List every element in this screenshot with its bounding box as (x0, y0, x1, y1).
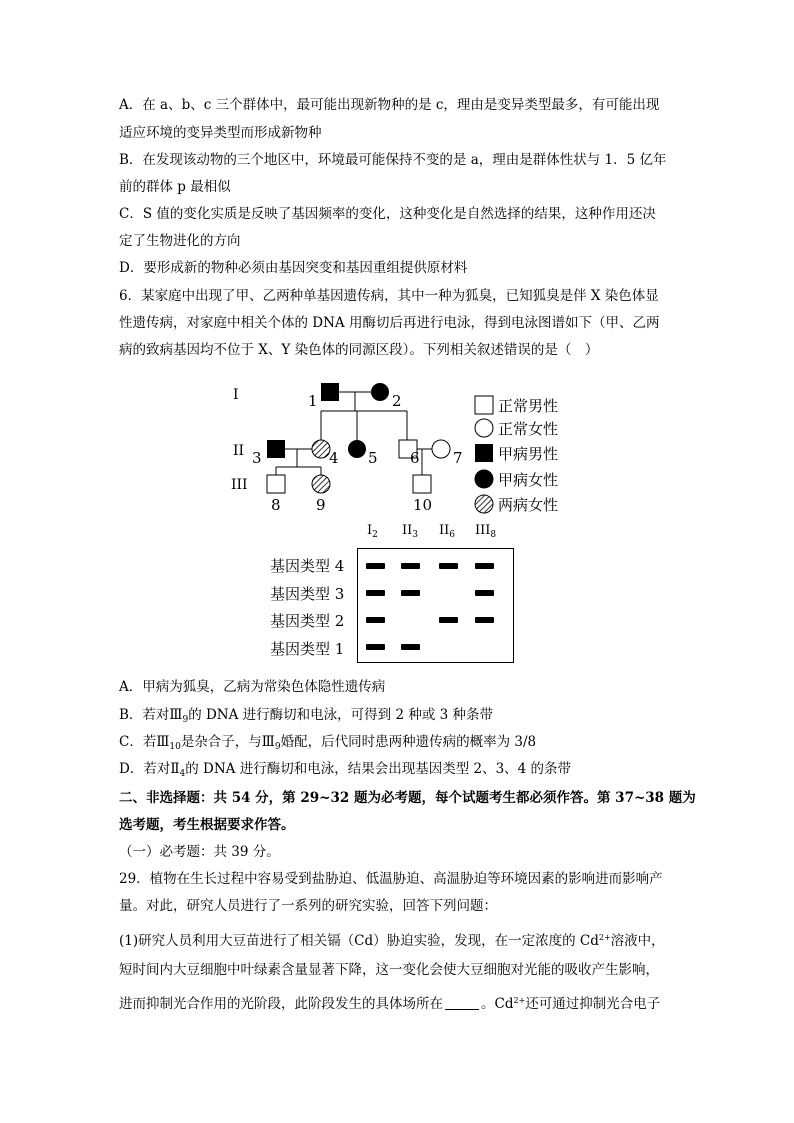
label-1: 1 (308, 392, 318, 410)
gel-band (475, 590, 494, 596)
legend-normal-female (474, 417, 558, 439)
gel-row-label: 基因类型 1 (270, 640, 345, 658)
normal-male-symbol (474, 395, 494, 415)
q6-stem-line1: 6．某家庭中出现了甲、乙两种单基因遗传病，其中一种为狐臭，已知狐臭是伴 X 染色体显 (119, 288, 659, 304)
option-c-line2: 定了生物进化的方向 (119, 233, 241, 249)
individual-7 (432, 440, 450, 458)
option-c-line1: C．S 值的变化实质是反映了基因频率的变化，这种变化是自然选择的结果，这种作用还决 (119, 206, 656, 222)
gel-band (366, 590, 385, 596)
label-2: 2 (392, 392, 402, 410)
q29-part1-line3: 进而抑制光合作用的光阶段，此阶段发生的具体场所在 。$Cd^{2+}$还可通过抑制光合电子 (119, 996, 661, 1012)
label-3: 3 (252, 449, 262, 467)
jia-male-symbol (474, 443, 494, 463)
gel-row-label: 基因类型 3 (270, 585, 345, 603)
section2-subheading: （一）必考题：共 39 分。 (119, 844, 280, 860)
q29-line2: 量。对此，研究人员进行了一系列的研究实验，回答下列问题： (119, 898, 497, 914)
label-6: 6 (410, 449, 420, 467)
jia-female-symbol (474, 469, 494, 489)
q6-option-b: B．若对$Ⅲ_9$的 DNA 进行酶切和电泳，可得到 2 种或 3 种条带 (119, 707, 493, 725)
gel-band (401, 563, 420, 569)
gel-band (366, 563, 385, 569)
q29-part1-line1: (1)研究人员利用大豆苗进行了相关镉（Cd）胁迫实验，发现，在一定浓度的 $Cd^{2+}$溶液中， (119, 933, 665, 949)
legend-label: 正常男性 (498, 396, 559, 415)
label-4: 4 (329, 449, 339, 467)
option-d-line1: D．要形成新的物种必须由基因突变和基因重组提供原材料 (119, 260, 468, 276)
q29-line1: 29．植物在生长过程中容易受到盐胁迫、低温胁迫、高温胁迫等环境因素的影响进而影响产 (119, 871, 663, 887)
gel-band (366, 644, 385, 650)
individual-1 (321, 383, 339, 401)
legend-label: 正常女性 (498, 419, 559, 438)
q6-stem-line3: 病的致病基因均不位于 X、Y 染色体的同源区段）。下列相关叙述错误的是（ ） (119, 342, 599, 358)
gel-column-header: $I_2$ (367, 523, 378, 540)
gel-band (439, 617, 458, 623)
legend-label: 两病女性 (498, 495, 559, 514)
q6-option-a: A．甲病为狐臭，乙病为常染色体隐性遗传病 (119, 679, 386, 695)
q29-part1-line2: 短时间内大豆细胞中叶绿素含量显著下降，这一变化会使大豆细胞对光能的吸收产生影响， (119, 962, 659, 978)
answer-blank[interactable] (445, 997, 479, 1010)
gel-row-label: 基因类型 4 (270, 557, 345, 575)
option-a-line1: A．在 a、b、c 三个群体中，最可能出现新物种的是 c，理由是变异类型最多，有可能出现 (119, 97, 660, 113)
legend-jia-male (474, 442, 558, 464)
individual-4 (312, 440, 330, 458)
label-7: 7 (453, 449, 463, 467)
gel-band (401, 590, 420, 596)
gel-band (366, 617, 385, 623)
legend-normal-male (474, 394, 558, 416)
generation-label-2: II (233, 443, 245, 459)
individual-2 (371, 383, 389, 401)
individual-8 (267, 475, 285, 493)
label-10: 10 (413, 496, 433, 514)
pedigree-chart (225, 375, 475, 515)
individual-5 (348, 440, 366, 458)
q6-option-c: C．若$Ⅲ_{10}$是杂合子，与$Ⅲ_9$婚配，后代同时患两种遗传病的概率为 3/8 (119, 734, 537, 752)
option-b-line1: B．在发现该动物的三个地区中，环境最可能保持不变的是 a，理由是群体性状与 1．5 亿年 (119, 152, 667, 168)
q6-option-d: D．若对$Ⅱ_4$的 DNA 进行酶切和电泳，结果会出现基因类型 2、3、4 的条带 (119, 761, 572, 779)
gel-column-header: $II_6$ (439, 523, 456, 540)
individual-10 (413, 475, 431, 493)
individual-9 (312, 475, 330, 493)
legend-both-female (474, 493, 558, 515)
both-female-symbol (474, 494, 494, 514)
normal-female-symbol (474, 418, 494, 438)
gel-column-header: $III_8$ (475, 523, 497, 540)
label-9: 9 (316, 496, 326, 514)
gel-row-label: 基因类型 2 (270, 612, 345, 630)
option-b-line2: 前的群体 p 最相似 (119, 179, 231, 195)
generation-label-3: III (231, 477, 248, 493)
option-a-line2: 适应环境的变异类型而形成新物种 (119, 125, 322, 141)
gel-band (401, 644, 420, 650)
section2-heading-line2: 选考题，考生根据要求作答。 (119, 817, 295, 833)
section2-heading-line1: 二、非选择题：共 54 分，第 29~32 题为必考题，每个试题考生都必须作答。第 37~38 题为 (119, 790, 696, 806)
label-8: 8 (271, 496, 281, 514)
gel-band (475, 617, 494, 623)
q6-stem-line2: 性遗传病，对家庭中相关个体的 DNA 用酶切后再进行电泳，得到电泳图谱如下（甲、乙两 (119, 315, 660, 331)
generation-label-1: I (233, 387, 239, 403)
gel-box (357, 548, 514, 663)
individual-3 (267, 440, 285, 458)
gel-band (475, 563, 494, 569)
gel-column-header: $II_3$ (402, 523, 419, 540)
legend-label: 甲病男性 (498, 444, 559, 463)
legend-jia-female (474, 468, 558, 490)
label-5: 5 (368, 449, 378, 467)
legend-label: 甲病女性 (498, 470, 559, 489)
gel-band (439, 563, 458, 569)
